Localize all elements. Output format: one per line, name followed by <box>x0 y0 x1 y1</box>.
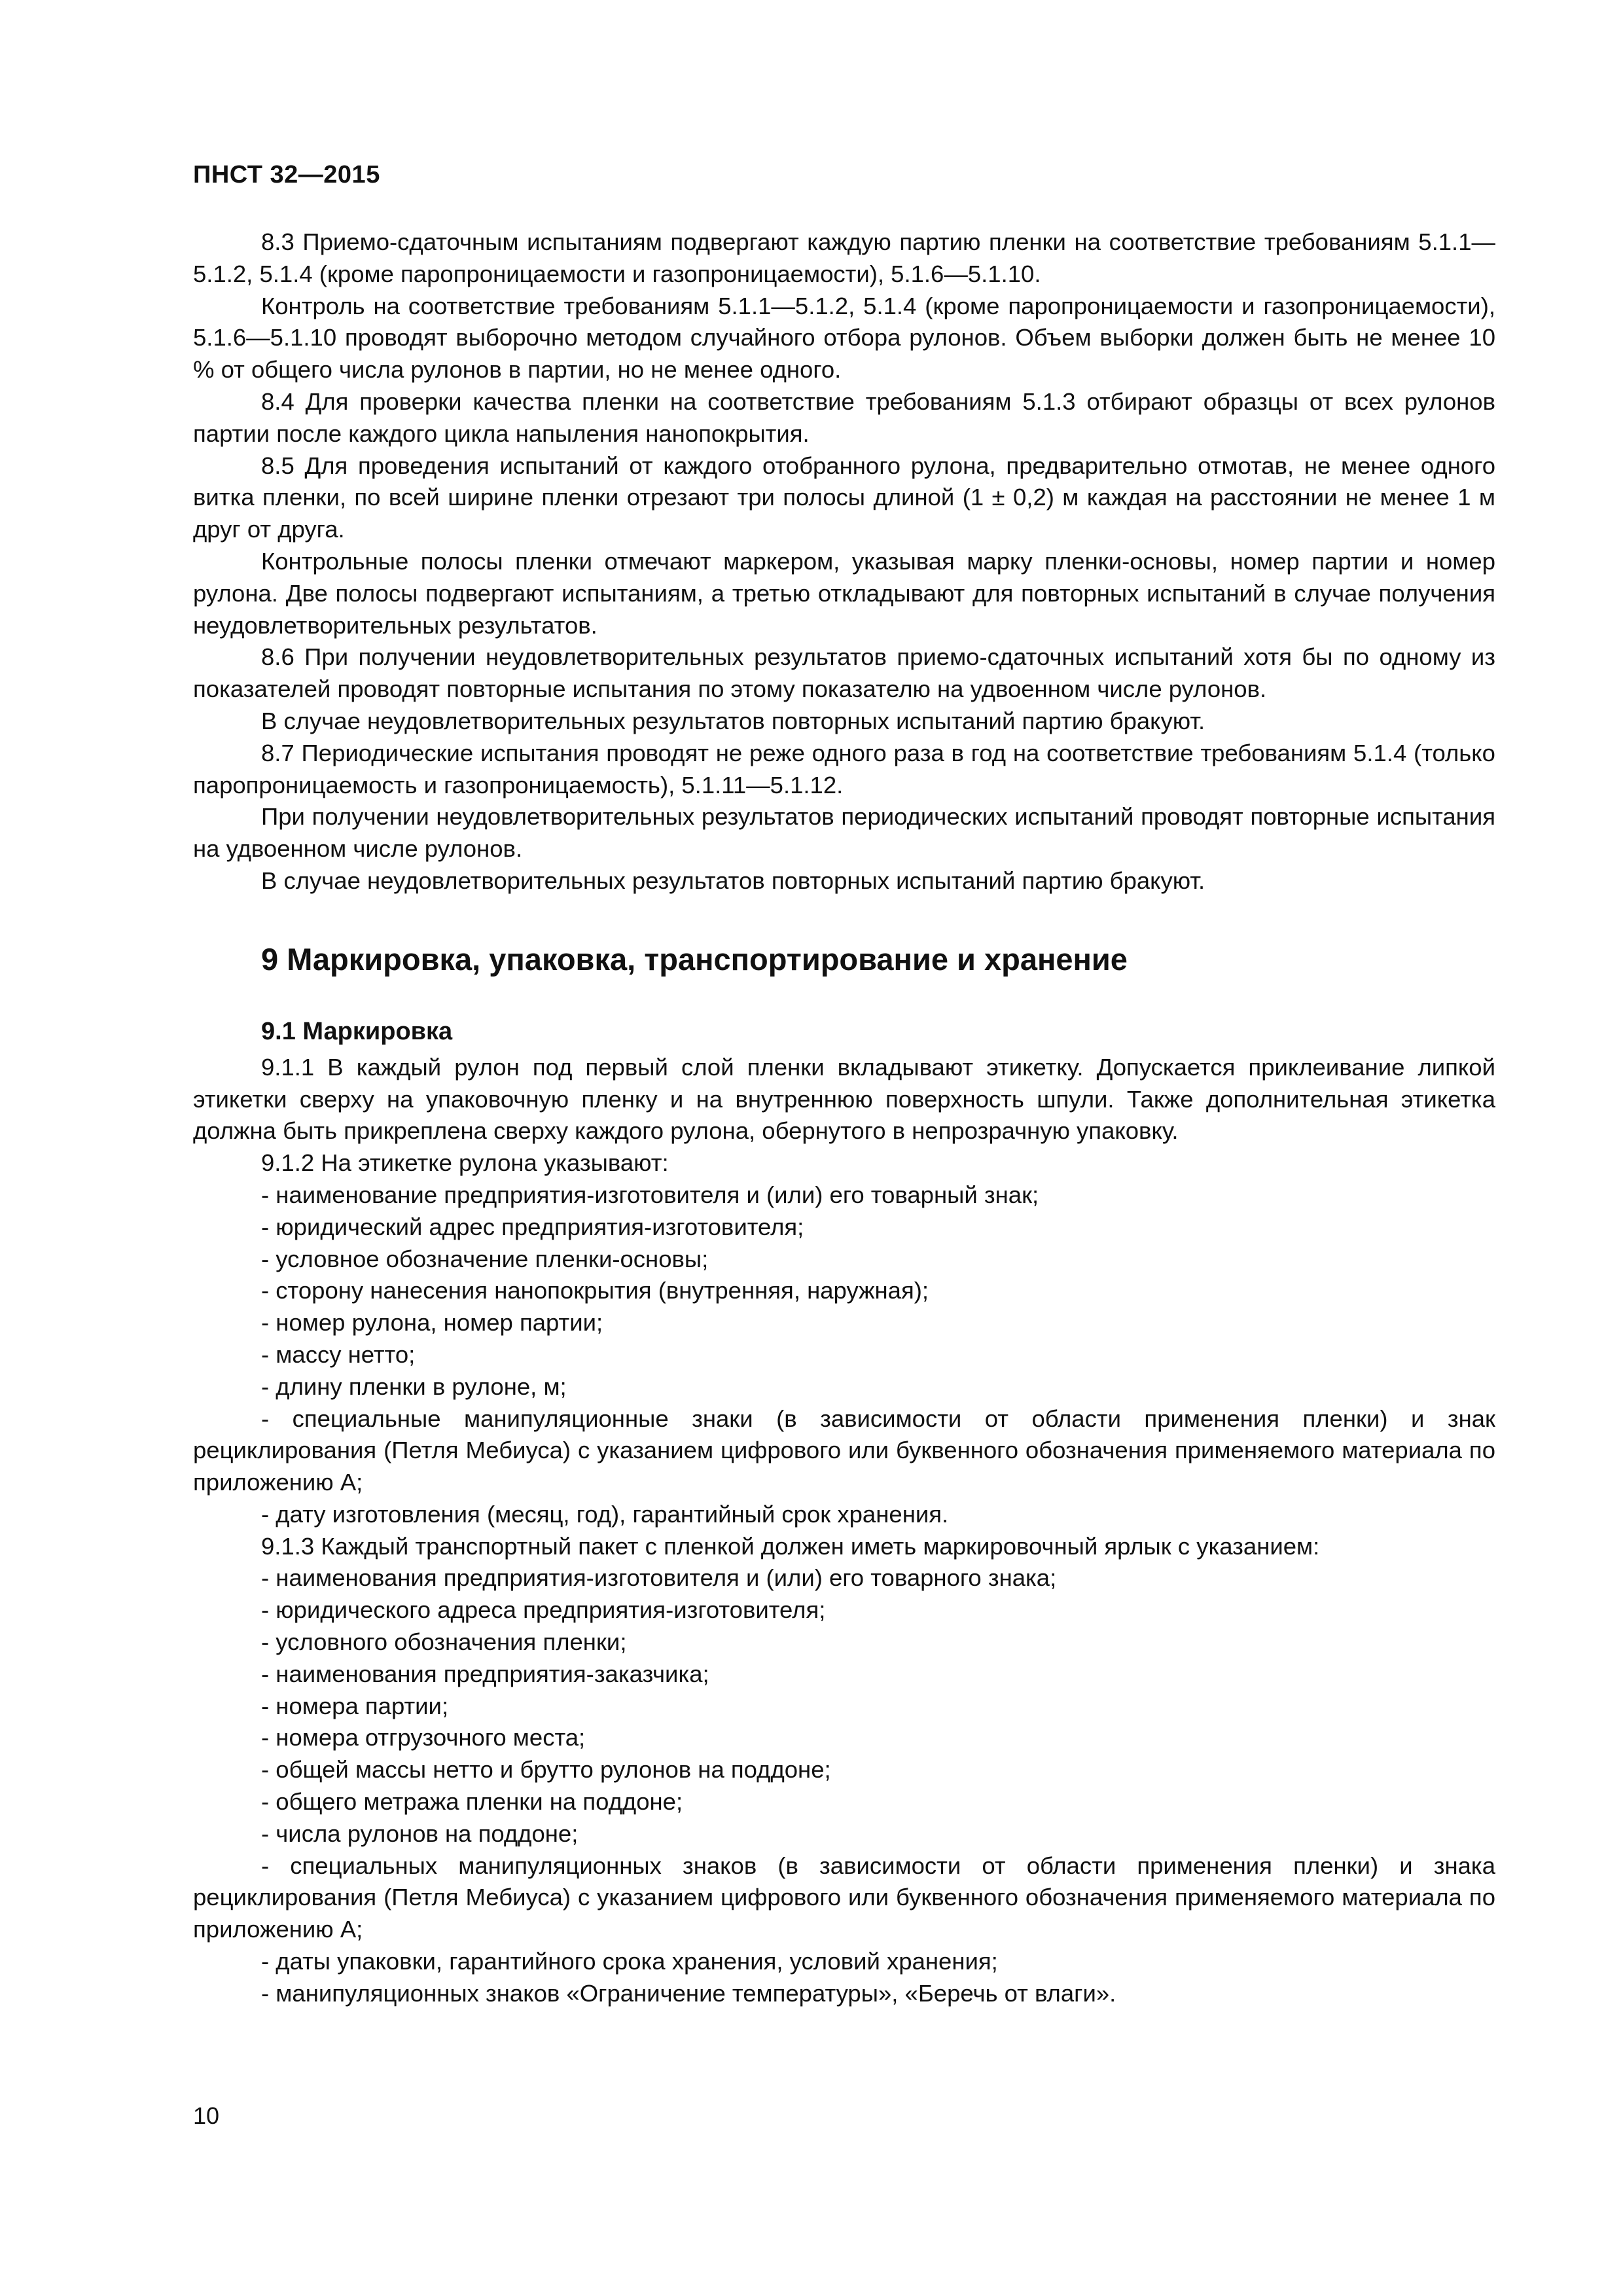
list-item: - специальных манипуляционных знаков (в зависимости от области применения пленки) и знака рециклирования (Петля Мебиуса) с указанием цифрового или буквенного обозначения применяемого материала по приложению А; <box>193 1852 1495 1943</box>
paragraph-8-7-reject: В случае неудовлетворительных результатов повторных испытаний партию бракуют. <box>261 867 1205 894</box>
paragraph-8-7: 8.7 Периодические испытания проводят не реже одного раза в год на соответствие требованиям 5.1.4 (только паропроницаемость и газопроницаемость), 5.1.11—5.1.12. <box>193 739 1495 798</box>
page-number: 10 <box>193 2102 220 2129</box>
list-item: - даты упаковки, гарантийного срока хранения, условий хранения; <box>261 1948 998 1975</box>
label-contents-list <box>193 1179 1495 1531</box>
list-item: - наименование предприятия-изготовителя и (или) его товарный знак; <box>261 1181 1039 1208</box>
list-item: - номер рулона, номер партии; <box>261 1309 603 1336</box>
list-item: - общего метража пленки на поддоне; <box>261 1788 683 1816</box>
paragraph-8-5: 8.5 Для проведения испытаний от каждого отобранного рулона, предварительно отмотав, не менее одного витка пленки, по всей ширине пленки отрезают три полосы длиной (1 ± 0,2) м каждая на расстоянии не менее 1 м друг от друга. <box>193 452 1495 543</box>
paragraph-8-5-strips: Контрольные полосы пленки отмечают маркером, указывая марку пленки-основы, номер партии и номер рулона. Две полосы подвергают испытаниям, а третью откладывают для повторных испытаний в случае получения неудовлетворительных результатов. <box>193 547 1495 639</box>
paragraph-8-6-reject: В случае неудовлетворительных результатов повторных испытаний партию бракуют. <box>261 707 1205 734</box>
transport-label-list <box>193 1562 1495 2009</box>
list-item: - юридического адреса предприятия-изготовителя; <box>261 1596 826 1624</box>
paragraph-8-3-control: Контроль на соответствие требованиям 5.1.1—5.1.2, 5.1.4 (кроме паропроницаемости и газопроницаемости), 5.1.6—5.1.10 проводят выборочно методом случайного отбора рулонов. Объем выборки должен быть не менее 10 % от общего числа рулонов в партии, но не менее одного. <box>193 292 1495 384</box>
list-item: - манипуляционных знаков «Ограничение температуры», «Беречь от влаги». <box>261 1979 1116 2007</box>
paragraph-8-3: 8.3 Приемо-сдаточным испытаниям подвергают каждую партию пленки на соответствие требованиям 5.1.1—5.1.2, 5.1.4 (кроме паропроницаемости и газопроницаемости), 5.1.6—5.1.10. <box>193 228 1495 287</box>
paragraph-8-7-repeat: При получении неудовлетворительных результатов периодических испытаний проводят повторные испытания на удвоенном числе рулонов. <box>193 803 1495 863</box>
paragraph-9-1-1: 9.1.1 В каждый рулон под первый слой пленки вкладывают этикетку. Допускается приклеивание липкой этикетки сверху на упаковочную пленку и на внутреннюю поверхность шпули. Также дополнительная этикетка должна быть прикреплена сверху каждого рулона, обернутого в непрозрачную упаковку. <box>193 1053 1495 1145</box>
document-body <box>193 226 1495 2010</box>
list-item: - специальные манипуляционные знаки (в зависимости от области применения пленки) и знак рециклирования (Петля Мебиуса) с указанием цифрового или буквенного обозначения применяемого материала по приложению А; <box>193 1405 1495 1496</box>
document-code-header: ПНСТ 32—2015 <box>193 161 380 188</box>
paragraph-8-4: 8.4 Для проверки качества пленки на соответствие требованиям 5.1.3 отбирают образцы от всех рулонов партии после каждого цикла напыления нанопокрытия. <box>193 387 1495 447</box>
list-item: - числа рулонов на поддоне; <box>261 1820 579 1847</box>
paragraph-8-6: 8.6 При получении неудовлетворительных результатов приемо-сдаточных испытаний хотя бы по одному из показателей проводят повторные испытания по этому показателю на удвоенном числе рулонов. <box>193 643 1495 703</box>
subsection-9-1-heading: 9.1 Маркировка <box>261 1017 453 1045</box>
list-item: - дату изготовления (месяц, год), гарантийный срок хранения. <box>261 1500 949 1528</box>
paragraph-9-1-3: 9.1.3 Каждый транспортный пакет с пленкой должен иметь маркировочный ярлык с указанием: <box>261 1532 1320 1560</box>
list-item: - сторону нанесения нанопокрытия (внутренняя, наружная); <box>261 1277 929 1304</box>
list-item: - наименования предприятия-изготовителя и (или) его товарного знака; <box>261 1564 1057 1592</box>
paragraph-9-1-2: 9.1.2 На этикетке рулона указывают: <box>261 1149 669 1177</box>
list-item: - юридический адрес предприятия-изготовителя; <box>261 1213 804 1240</box>
list-item: - номера отгрузочного места; <box>261 1724 586 1751</box>
list-item: - длину пленки в рулоне, м; <box>261 1372 567 1400</box>
list-item: - массу нетто; <box>261 1340 416 1368</box>
list-item: - наименования предприятия-заказчика; <box>261 1660 709 1687</box>
list-item: - условное обозначение пленки-основы; <box>261 1245 709 1272</box>
list-item: - общей массы нетто и брутто рулонов на поддоне; <box>261 1756 831 1784</box>
list-item: - номера партии; <box>261 1692 449 1719</box>
list-item: - условного обозначения пленки; <box>261 1628 627 1656</box>
section-9-heading: 9 Маркировка, упаковка, транспортирование и хранение <box>261 941 1128 977</box>
